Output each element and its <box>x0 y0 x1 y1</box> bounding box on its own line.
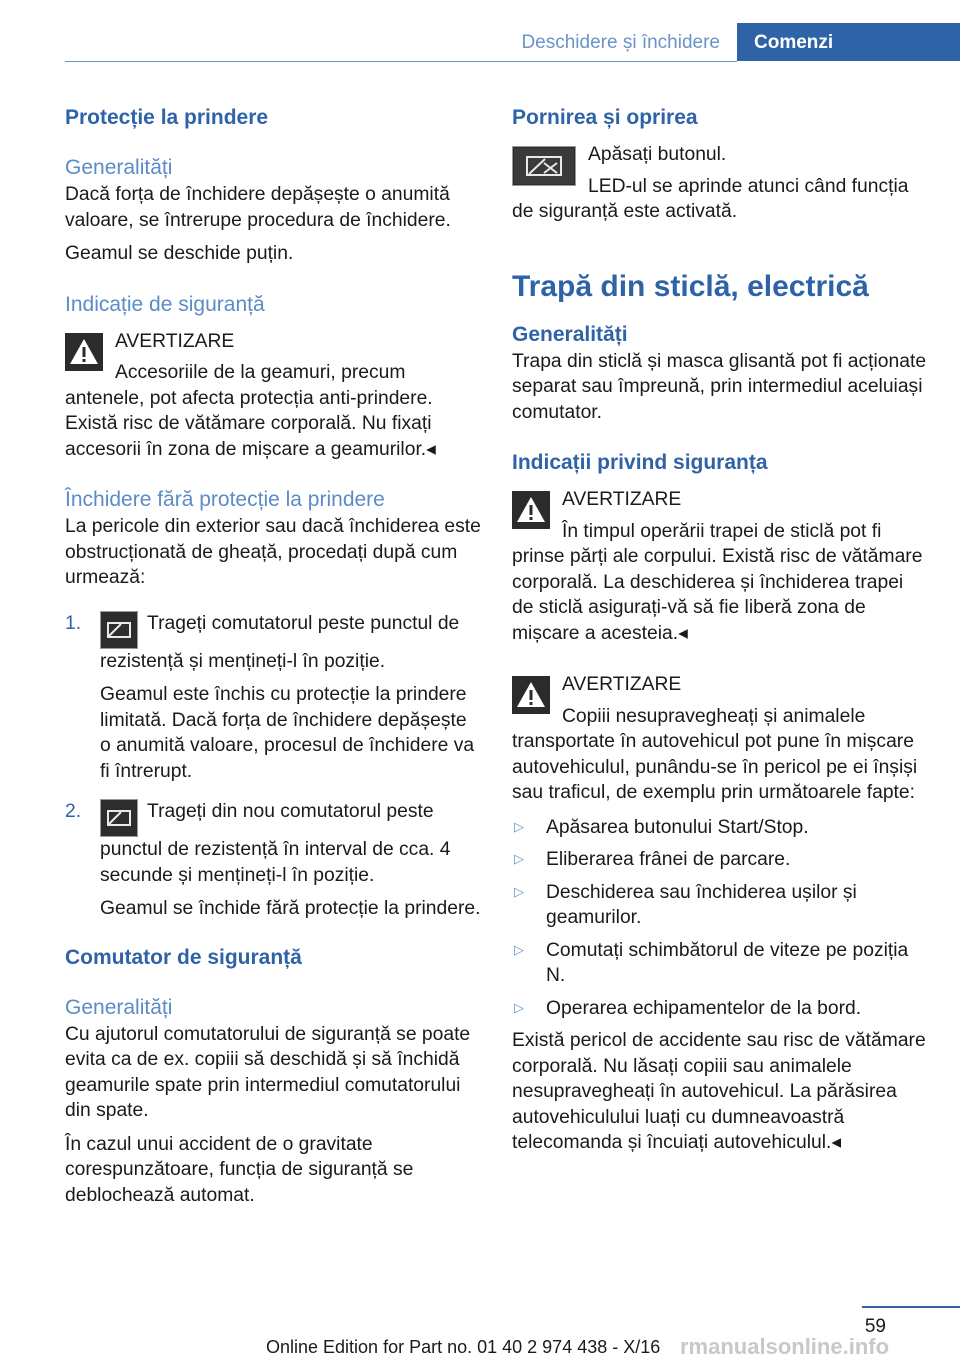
step-text: Trageți din nou comutatorul peste punctul de rezistență în interval de cca. 4 secunde și mențineți-l în poziție. <box>100 801 451 886</box>
heading-indicatii: Indicații privind siguranța <box>512 451 768 474</box>
heading-indicatie: Indicație de siguranță <box>65 292 265 316</box>
footer-rule <box>862 1306 960 1308</box>
paragraph-apasati: Apăsați butonul. <box>588 144 727 165</box>
warning-block-1 <box>65 327 481 463</box>
paragraph-led: LED-ul se aprinde atunci când funcția de siguranță este activată. <box>512 175 909 222</box>
heading-pornirea: Pornirea și oprirea <box>512 106 698 129</box>
list-item: ▷ Operarea echipamentelor de la bord. <box>514 997 862 1019</box>
heading-trapa: Trapă din sticlă, electrică <box>512 269 869 303</box>
paragraph-com1: Cu ajutorul comutatorului de siguranță se poate evita ca de ex. copiii să deschidă și să închidă geamurile spate prin intermediul comutatorului din spate. <box>65 1023 471 1121</box>
triangle-bullet-icon: ▷ <box>514 851 524 866</box>
warning-block-3 <box>512 670 930 806</box>
heading-generalitati-1: Generalități <box>65 156 173 179</box>
header-chapter-tab: Comenzi <box>737 23 960 61</box>
heading-inchidere: Închidere fără protecție la prindere <box>65 488 385 511</box>
paragraph-gen1: Dacă forța de închidere depășește o anumită valoare, se întrerupe procedura de închidere. <box>65 184 451 231</box>
step-subtext: Geamul este închis cu protecție la prindere limitată. Dacă forța de închidere depășește o anumită valoare, procesul de închidere va fi întrerupt. <box>100 684 475 782</box>
steps-list <box>65 611 481 922</box>
list-item: ▷ Comutați schimbătorul de viteze pe poziția N. <box>514 939 909 986</box>
step-number: 1. <box>65 612 82 634</box>
heading-generalitati-right: Generalități <box>512 322 628 346</box>
triangle-bullet-icon: ▷ <box>514 941 524 957</box>
warning-text: În timpul operării trapei de sticlă pot fi prinse părți ale corpului. Există risc de vătămare corporală. La deschiderea și închiderea trapei de sticlă asigurați-vă să fie liberă zona de mișcare a acesteia.◂ <box>512 520 923 644</box>
warning-icon <box>512 676 550 714</box>
header-section: Deschidere și închidere <box>521 32 720 53</box>
right-column <box>512 100 930 1156</box>
triangle-bullet-icon: ▷ <box>514 883 524 899</box>
page-number: 59 <box>864 1316 886 1337</box>
heading-comutator: Comutator de siguranță <box>65 945 302 969</box>
bullet-list <box>512 815 930 1022</box>
triangle-bullet-icon: ▷ <box>514 999 524 1015</box>
step-item <box>65 799 481 922</box>
step-item <box>65 611 481 785</box>
step-number: 2. <box>65 801 82 822</box>
page-header <box>0 0 960 62</box>
left-column <box>65 100 481 1208</box>
warning-icon <box>512 491 550 529</box>
paragraph-gen2: Geamul se deschide puțin. <box>65 243 294 264</box>
list-item: ▷ Deschiderea sau închiderea ușilor și geamurilor. <box>514 881 857 928</box>
warning-text: Accesoriile de la geamuri, precum antenele, pot afecta protecția anti-prindere. Există risc de vătămare corporală. Nu fixați accesorii în zona de mișcare a geamurilor.◂ <box>65 362 436 460</box>
safety-button-block <box>512 140 930 225</box>
watermark: rmanualsonline.info <box>680 1334 890 1359</box>
warning-block-2 <box>512 485 930 646</box>
child-lock-button-icon <box>512 146 576 186</box>
paragraph-final: Există pericol de accidente sau risc de vătămare corporală. Nu lăsați copiii sau animalele nesupravegheați în autovehicul. La părăsirea autovehiculului luați cu dumneavoastră telecomanda și încuiați autovehiculul.◂ <box>512 1030 926 1153</box>
list-item: ▷ Eliberarea frânei de parcare. <box>514 849 791 870</box>
window-switch-icon <box>100 799 138 837</box>
step-text: Trageți comutatorul peste punctul de rezistență și mențineți-l în poziție. <box>100 612 460 672</box>
heading-protectie: Protecție la prindere <box>65 106 269 129</box>
paragraph-inchidere: La pericole din exterior sau dacă închiderea este obstrucționată de gheață, procedați după cum urmează: <box>65 516 481 588</box>
step-subtext: Geamul se închide fără protecție la prindere. <box>100 898 481 919</box>
footer-edition: Online Edition for Part no. 01 40 2 974 438 - X/16 <box>266 1337 661 1357</box>
warning-label: AVERTIZARE <box>562 674 682 695</box>
paragraph-trapa: Trapa din sticlă și masca glisantă pot fi acționate separat sau împreună, prin intermediul aceluiași comutator. <box>512 350 927 423</box>
warning-text: Copiii nesupravegheați și animalele transportate în autovehicul pot pune în mișcare autovehiculul, punându-se în pericol pe ei înșiși sau traficul, de exemplu prin următoarele fapte: <box>512 705 918 803</box>
paragraph-com2: În cazul unui accident de o gravitate corespunzătoare, funcția de siguranță se deblochează automat. <box>65 1133 414 1206</box>
header-rule <box>65 61 737 62</box>
warning-label: AVERTIZARE <box>115 330 235 352</box>
triangle-bullet-icon: ▷ <box>514 818 524 834</box>
warning-label: AVERTIZARE <box>562 489 682 510</box>
window-switch-icon <box>100 611 138 649</box>
list-item: ▷ Apăsarea butonului Start/Stop. <box>514 816 809 838</box>
heading-generalitati-2: Generalități <box>65 995 173 1019</box>
warning-icon <box>65 333 103 371</box>
